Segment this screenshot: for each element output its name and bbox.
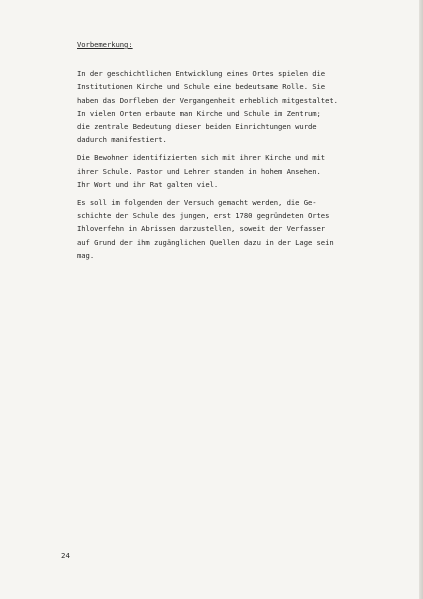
text-line: mag.: [77, 250, 95, 260]
paragraph-1: [77, 67, 367, 146]
text-line: Institutionen Kirche und Schule eine bedeutsame Rolle. Sie: [77, 82, 326, 92]
text-line: Ihr Wort und ihr Rat galten viel.: [77, 179, 219, 189]
text-line: In der geschichtlichen Entwicklung eines Ortes spielen die: [77, 69, 326, 79]
text-line: In vielen Orten erbaute man Kirche und Schule im Zentrum;: [77, 108, 321, 118]
text-line: Ihloverfehn in Abrissen darzustellen, soweit der Verfasser: [77, 224, 326, 234]
text-line: haben das Dorfleben der Vergangenheit erheblich mitgestaltet.: [77, 95, 338, 105]
text-line: Es soll im folgenden der Versuch gemacht werden, die Ge-: [77, 198, 317, 208]
text-line: die zentrale Bedeutung dieser beiden Einrichtungen wurde: [77, 122, 317, 132]
document-heading: Vorbemerkung:: [77, 40, 133, 49]
paragraph-3: [77, 196, 367, 262]
text-line: auf Grund der ihm zugänglichen Quellen dazu in der Lage sein: [77, 237, 334, 247]
text-line: dadurch manifestiert.: [77, 135, 167, 145]
text-line: schichte der Schule des jungen, erst 1780 gegründeten Ortes: [77, 211, 330, 221]
text-line: Die Bewohner identifizierten sich mit ihrer Kirche und mit: [77, 153, 326, 163]
text-line: ihrer Schule. Pastor und Lehrer standen in hohem Ansehen.: [77, 166, 321, 176]
page-edge-shadow: [419, 0, 423, 599]
document-body: [77, 38, 367, 267]
paragraph-2: [77, 151, 367, 191]
page-number: 24: [61, 551, 70, 560]
